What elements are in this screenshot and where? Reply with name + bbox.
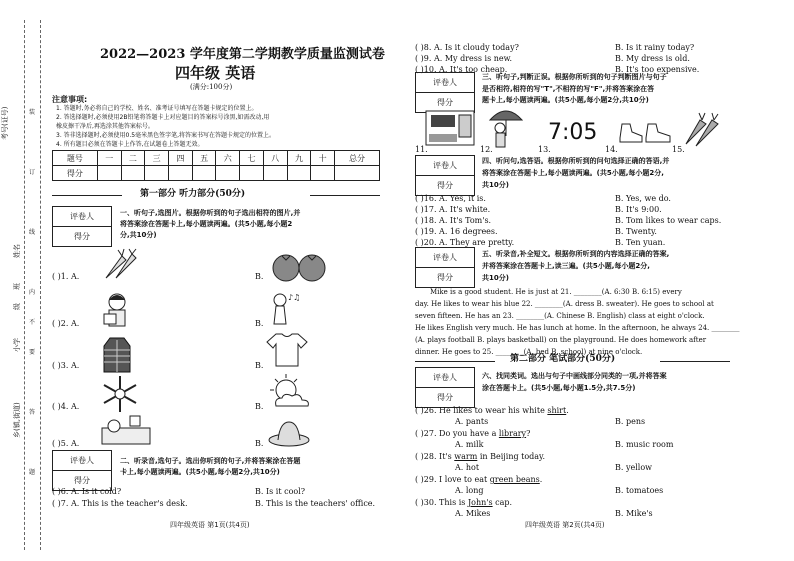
note-item: 橡皮擦干净后,再选涂其他答案标号。 bbox=[56, 123, 154, 130]
binding-label-ji: 级 bbox=[13, 303, 21, 310]
rule bbox=[310, 195, 380, 196]
sec5-instruction: 共10分) bbox=[482, 274, 509, 282]
score-header: 五 bbox=[192, 151, 216, 166]
q19-b: B. Twenty. bbox=[615, 227, 657, 236]
q26-b: B. pens bbox=[615, 417, 646, 426]
score-header: 七 bbox=[240, 151, 264, 166]
grader-score: 得分 bbox=[416, 93, 475, 113]
score-header: 四 bbox=[168, 151, 192, 166]
q27-stem: ( )27. Do you have a library? bbox=[415, 429, 531, 438]
page2-footer: 四年级英语 第2页(共4页) bbox=[525, 521, 605, 529]
q10-label: ( )10. A. It's too cheap. bbox=[415, 65, 508, 74]
sec6-instruction: 六、找同类词。选出与句子中画线部分同类的一项,并将答案 bbox=[482, 372, 667, 380]
q18-label: ( )18. A. It's Tom's. bbox=[415, 216, 492, 225]
q6-label: ( )6. A. Is it cold? bbox=[52, 487, 122, 496]
q1-label: ( )1. A. bbox=[52, 272, 80, 281]
score-table bbox=[52, 150, 380, 181]
cut-label: 订 bbox=[29, 169, 36, 176]
passage-line: dinner. He goes to 25. ________(A. bed B. school) at nine o'clock. bbox=[415, 348, 643, 356]
binding-label-ban: 班 bbox=[13, 283, 21, 290]
score-row-label: 得分 bbox=[53, 166, 98, 181]
q27-b: B. music room bbox=[615, 440, 674, 449]
score-cell bbox=[192, 166, 216, 181]
rule bbox=[52, 195, 122, 196]
q29-b: B. tomatoes bbox=[615, 486, 664, 495]
note-item: 1. 答题时,务必将自己的学校、姓名、准考证号填写在答题卡规定的位置上。 bbox=[56, 105, 258, 112]
coat-icon bbox=[100, 334, 134, 374]
score-header: 八 bbox=[263, 151, 287, 166]
sec3-instruction: 是否相符,相符的写"T",不相符的写"F",并将答案涂在答 bbox=[482, 85, 655, 93]
grader-box bbox=[52, 206, 112, 247]
score-header: 九 bbox=[287, 151, 311, 166]
sec4-instruction: 共10分) bbox=[482, 181, 509, 189]
passage-line: day. He likes to wear his blue 22. ________(A. dress B. sweater). He goes to school at bbox=[415, 300, 714, 308]
score-header: 十 bbox=[311, 151, 335, 166]
grader-reviewer: 评卷人 bbox=[53, 451, 112, 471]
passage-line: Mike is a good student. He is just at 21. ________(A. 6:30 B. 6:15) every bbox=[430, 288, 682, 296]
cut-label: 答 bbox=[29, 409, 36, 416]
score-cell bbox=[263, 166, 287, 181]
score-header: 题号 bbox=[53, 151, 98, 166]
q1-b: B. bbox=[255, 272, 264, 281]
score-cell bbox=[97, 166, 121, 181]
score-cell bbox=[121, 166, 145, 181]
q17-b: B. It's 9:00. bbox=[615, 205, 662, 214]
tshirt-icon bbox=[266, 332, 308, 368]
q29-a: A. long bbox=[455, 486, 484, 495]
rule bbox=[660, 361, 730, 362]
score-cell bbox=[311, 166, 335, 181]
sec5-instruction: 五、听录音,补全短文。根据你所听到的内容选择正确的答案, bbox=[482, 250, 670, 258]
hat-icon bbox=[268, 418, 310, 448]
q13-num: 13. bbox=[538, 145, 551, 154]
cut-dashed-line bbox=[40, 20, 41, 550]
q6-b: B. Is it cool? bbox=[255, 487, 306, 496]
clock-display: 7:05 bbox=[548, 120, 598, 145]
binding-label-id: 考号(证号) bbox=[1, 106, 9, 140]
binding-label-school: 小学 bbox=[13, 338, 21, 352]
grader-reviewer: 评卷人 bbox=[416, 368, 475, 388]
score-header: 三 bbox=[145, 151, 169, 166]
grader-score: 得分 bbox=[53, 227, 112, 247]
grader-score: 得分 bbox=[416, 388, 475, 408]
score-cell bbox=[168, 166, 192, 181]
q27-a: A. milk bbox=[455, 440, 484, 449]
sec1-instruction: 分,共10分) bbox=[120, 231, 157, 239]
note-item: 2. 答选择题时,必须使用2B铅笔将答题卡上对应题目的答案标号涂黑,如需改动,用 bbox=[56, 114, 270, 121]
q9-b: B. My dress is old. bbox=[615, 54, 690, 63]
q5-label: ( )5. A. bbox=[52, 439, 80, 448]
score-cell bbox=[335, 166, 380, 181]
notes-heading: 注意事项: bbox=[52, 95, 88, 104]
grader-reviewer: 评卷人 bbox=[416, 156, 475, 176]
score-cell bbox=[145, 166, 169, 181]
passage-line: He likes English very much. He has lunch at home. In the afternoon, he always 24. ________ bbox=[415, 324, 740, 332]
q4-b: B. bbox=[255, 402, 264, 411]
score-header: 总分 bbox=[335, 151, 380, 166]
rule bbox=[415, 361, 495, 362]
grader-score: 得分 bbox=[53, 471, 112, 491]
q30-stem: ( )30. This is John's cap. bbox=[415, 498, 513, 507]
grader-box bbox=[415, 367, 475, 408]
carrots-icon bbox=[680, 110, 724, 148]
q16-b: B. Yes, we do. bbox=[615, 194, 671, 203]
boy-reading-icon bbox=[100, 292, 136, 332]
cut-label: 题 bbox=[29, 469, 36, 476]
q29-stem: ( )29. I love to eat green beans. bbox=[415, 475, 543, 484]
grader-box bbox=[415, 155, 475, 196]
grader-box bbox=[415, 72, 475, 113]
cut-label: 装 bbox=[29, 109, 36, 116]
sec1-instruction: 一、听句子,选图片。根据你听到的句子选出相符的图片,并 bbox=[120, 209, 301, 217]
passage-line: seven fifteen. He has an 23. ________(A. Chinese B. English) class at eight o'clock. bbox=[415, 312, 705, 320]
q3-b: B. bbox=[255, 361, 264, 370]
grader-score: 得分 bbox=[416, 176, 475, 196]
q7-label: ( )7. A. This is the teacher's desk. bbox=[52, 499, 188, 508]
girl-singing-icon bbox=[268, 290, 302, 332]
q18-b: B. Tom likes to wear caps. bbox=[615, 216, 722, 225]
exam-subject: 四年级 英语 bbox=[175, 64, 256, 82]
sec3-instruction: 三、听句子,判断正误。根据你所听到的句子判断图片与句子 bbox=[482, 73, 667, 81]
grader-reviewer: 评卷人 bbox=[416, 248, 475, 268]
grader-reviewer: 评卷人 bbox=[416, 73, 475, 93]
q10-b: B. It's too expensive. bbox=[615, 65, 700, 74]
boy-umbrella-icon bbox=[488, 106, 524, 150]
exam-title: 2022—2023 学年度第二学期教学质量监测试卷 bbox=[100, 47, 385, 62]
q16-label: ( )16. A. Yes, it is. bbox=[415, 194, 486, 203]
q9-label: ( )9. A. My dress is new. bbox=[415, 54, 513, 63]
q7-b: B. This is the teachers' office. bbox=[255, 499, 376, 508]
sec4-instruction: 将答案涂在答题卡上,每小题读两遍。(共5小题,每小题2分, bbox=[482, 169, 664, 177]
girl-in-bed-icon bbox=[100, 412, 152, 448]
q8-b: B. Is it rainy today? bbox=[615, 43, 695, 52]
binding-label-name: 姓名 bbox=[13, 244, 21, 258]
q15-num: 15. bbox=[672, 145, 685, 154]
score-header: 一 bbox=[97, 151, 121, 166]
part2-title: 第二部分 笔试部分(50分) bbox=[510, 354, 616, 364]
q4-label: ( )4. A. bbox=[52, 402, 80, 411]
q20-label: ( )20. A. They are pretty. bbox=[415, 238, 515, 247]
classroom-icon bbox=[425, 110, 475, 146]
grader-box bbox=[415, 247, 475, 288]
binding-label-town: 乡(镇,街道) bbox=[13, 402, 21, 438]
q2-b: B. bbox=[255, 319, 264, 328]
q26-stem: ( )26. He likes to wear his white shirt. bbox=[415, 406, 569, 415]
score-cell bbox=[287, 166, 311, 181]
exam-score-total: (满分:100分) bbox=[190, 83, 233, 91]
sec5-instruction: 并将答案涂在答题卡上,读三遍。(共5小题,每小题2分, bbox=[482, 262, 650, 270]
tomatoes-icon bbox=[270, 250, 330, 282]
q5-b: B. bbox=[255, 439, 264, 448]
sec4-instruction: 四、听问句,选答语。根据你所听到的问句选择正确的答语,并 bbox=[482, 157, 670, 165]
q30-b: B. Mike's bbox=[615, 509, 653, 518]
svg-text:♪♫: ♪♫ bbox=[288, 293, 301, 302]
q19-label: ( )19. A. 16 degrees. bbox=[415, 227, 498, 236]
sec6-instruction: 涂在答题卡上。(共5小题,每小题1.5分,共7.5分) bbox=[482, 384, 636, 392]
score-cell bbox=[216, 166, 240, 181]
q30-a: A. Mikes bbox=[455, 509, 491, 518]
binding-dashed-line bbox=[24, 20, 25, 550]
q3-label: ( )3. A. bbox=[52, 361, 80, 370]
sec2-instruction: 二、听录音,选句子。选出你听到的句子,并将答案涂在答题 bbox=[120, 457, 301, 465]
cut-label: 不 bbox=[29, 319, 36, 326]
snowflake-icon bbox=[100, 374, 140, 414]
note-item: 4. 所有题目必须在答题卡上作答,在试题卷上答题无效。 bbox=[56, 141, 204, 148]
q28-a: A. hot bbox=[455, 463, 480, 472]
grader-score: 得分 bbox=[416, 268, 475, 288]
cut-label: 内 bbox=[29, 289, 36, 296]
q2-label: ( )2. A. bbox=[52, 319, 80, 328]
q17-label: ( )17. A. It's white. bbox=[415, 205, 491, 214]
carrots-icon bbox=[100, 248, 144, 282]
q14-num: 14. bbox=[605, 145, 618, 154]
q12-num: 12. bbox=[480, 145, 493, 154]
sun-cloud-icon bbox=[266, 374, 312, 410]
grader-reviewer: 评卷人 bbox=[53, 207, 112, 227]
part1-title: 第一部分 听力部分(50分) bbox=[140, 189, 246, 199]
q8-label: ( )8. A. Is it cloudy today? bbox=[415, 43, 519, 52]
q28-b: B. yellow bbox=[615, 463, 652, 472]
sec1-instruction: 将答案涂在答题卡上,每小题读两遍。(共5小题,每小题2 bbox=[120, 220, 293, 228]
q26-a: A. pants bbox=[455, 417, 489, 426]
sec3-instruction: 题卡上,每小题读两遍。(共5小题,每小题2分,共10分) bbox=[482, 96, 649, 104]
note-item: 3. 答非选择题时,必须使用0.5毫米黑色签字笔,将答案书写在答题卡规定的位置上。 bbox=[56, 132, 275, 139]
passage-line: (A. plays football B. plays basketball) on the playground. He does homework after bbox=[415, 336, 707, 344]
sec2-instruction: 卡上,每小题读两遍。(共5小题,每小题2分,共10分) bbox=[120, 468, 280, 476]
q11-num: 11. bbox=[415, 145, 428, 154]
page1-footer: 四年级英语 第1页(共4页) bbox=[170, 521, 250, 529]
score-header: 二 bbox=[121, 151, 145, 166]
shoes-icon bbox=[618, 118, 672, 144]
cut-label: 线 bbox=[29, 229, 36, 236]
score-header: 六 bbox=[216, 151, 240, 166]
score-cell bbox=[240, 166, 264, 181]
q28-stem: ( )28. It's warm in Beijing today. bbox=[415, 452, 546, 461]
q20-b: B. Ten yuan. bbox=[615, 238, 666, 247]
grader-box bbox=[52, 450, 112, 491]
cut-label: 要 bbox=[29, 349, 36, 356]
